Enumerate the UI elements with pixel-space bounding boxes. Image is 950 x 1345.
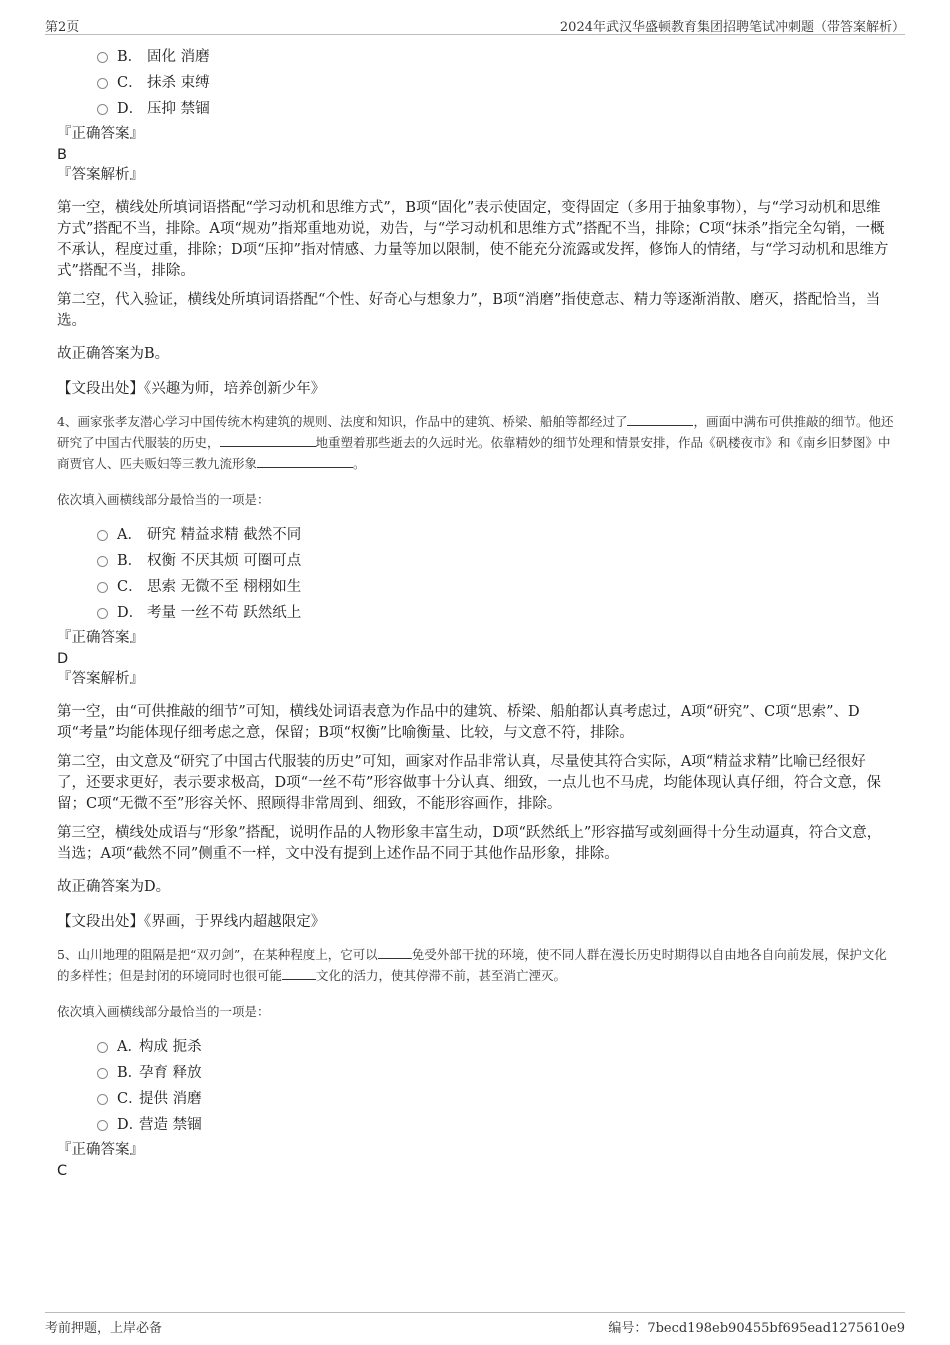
blank-line [282,966,316,980]
blank-line [627,412,693,426]
option-d[interactable] [97,1110,897,1136]
option-key: A． [117,1038,142,1055]
answer-value: B [57,147,67,163]
analysis-paragraph: 第二空，代入验证，横线处所填词语搭配“个性、好奇心与想象力”，B项“消磨”指使意志、精力等逐渐消散、磨灭，搭配恰当，当选。 [57,292,881,329]
answer-label: 『正确答案』 [57,1142,144,1158]
option-key: B． [117,1064,143,1081]
option-key: C． [117,1090,143,1107]
option-key: B． [117,552,143,569]
option-a[interactable] [97,1032,897,1058]
option-key: A． [117,526,142,543]
option-text: 研究 精益求精 截然不同 [147,526,302,543]
question-4-text [57,411,897,474]
option-key: D． [117,100,144,117]
option-text: 抹杀 束缚 [147,74,210,91]
radio-icon[interactable] [97,530,108,541]
analysis-paragraph: 第一空，由“可供推敲的细节”可知，横线处词语表意为作品中的建筑、桥梁、船舶都认真考虑过，A项“研究”、C项“思索”、D项“考量”均能体现仔细考虑之意，保留；B项“权衡”比喻衡量、比较，与文意不符，排除。 [57,704,860,741]
q5-options [57,1032,897,1136]
answer-label: 『正确答案』 [57,630,144,646]
radio-icon[interactable] [97,1068,108,1079]
radio-icon[interactable] [97,582,108,593]
option-b[interactable] [97,546,897,572]
blank-line [257,454,353,468]
question-text: 。 [353,456,366,471]
option-b[interactable] [97,42,897,68]
radio-icon[interactable] [97,104,108,115]
answer-value: C [57,1163,68,1179]
option-key: C． [117,578,143,595]
option-text: 压抑 禁锢 [147,100,210,117]
option-text: 孕育 释放 [139,1064,202,1081]
option-key: C． [117,74,143,91]
analysis-paragraph: 第一空，横线处所填词语搭配“学习动机和思维方式”，B项“固化”表示使固定，变得固定（多用于抽象事物），与“学习动机和思维方式”搭配不当，排除。A项“规劝”指郑重地劝说，劝告，与“学习动机和思维方式”搭配不当，排除；C项“抹杀”指完全勾销，一概不承认，程度过重，排除；D项“压抑”指对情感、力量等加以限制，使不能充分流露或发挥，修饰人的情绪，与“学习动机和思维方式”搭配不当，排除。 [57,200,889,279]
question-5-text [57,944,897,986]
footer-slogan: 考前押题，上岸必备 [45,1321,163,1336]
question-text: 文化的活力，使其停滞不前，甚至消亡湮灭。 [316,968,567,983]
document-body [57,42,897,1181]
option-d[interactable] [97,94,897,120]
option-c[interactable] [97,1084,897,1110]
analysis-label: 『答案解析』 [57,671,144,687]
option-text: 固化 消磨 [147,48,210,65]
q4-options [57,520,897,624]
document-title: 2024年武汉华盛顿教育集团招聘笔试冲刺题（带答案解析） [559,20,905,35]
radio-icon[interactable] [97,52,108,63]
question-prompt: 依次填入画横线部分最恰当的一项是： [57,1004,270,1019]
answer-value: D [57,651,69,667]
radio-icon[interactable] [97,556,108,567]
question-text: ，画面中满布可供推敲的细节。他还研究了中国古代服装的历史， [57,414,894,450]
option-text: 营造 禁锢 [139,1116,202,1133]
option-text: 提供 消磨 [139,1090,202,1107]
document-id: 编号：7becd198eb90455bf695ead1275610e9 [608,1321,905,1336]
page-footer [45,1312,905,1339]
page-number: 第2页 [45,20,80,35]
analysis-conclusion: 故正确答案为B。 [57,346,170,362]
option-key: D． [117,1116,144,1133]
question-text: 4、画家张孝友潜心学习中国传统木构建筑的规则、法度和知识，作品中的建筑、桥梁、船舶等都经过了 [57,414,628,429]
option-key: D． [117,604,144,621]
option-d[interactable] [97,598,897,624]
option-key: B． [117,48,143,65]
question-text: 地重塑着那些逝去的久远时光。依靠精妙的细节处理和情景安排，作品《矾楼夜市》和《南乡旧梦图》中商贾官人、匹夫贩妇等三教九流形象 [57,435,891,471]
blank-line [220,433,316,447]
analysis-paragraph: 第三空，横线处成语与“形象”搭配，说明作品的人物形象丰富生动，D项“跃然纸上”形容描写或刻画得十分生动逼真，符合文意，当选；A项“截然不同”侧重不一样，文中没有提到上述作品不同于其他作品形象，排除。 [57,825,882,862]
analysis-label: 『答案解析』 [57,167,144,183]
answer-label: 『正确答案』 [57,126,144,142]
option-text: 权衡 不厌其烦 可圈可点 [147,552,302,569]
analysis-conclusion: 故正确答案为D。 [57,879,171,895]
question-prompt: 依次填入画横线部分最恰当的一项是： [57,492,270,507]
radio-icon[interactable] [97,1094,108,1105]
option-text: 思索 无微不至 栩栩如生 [147,578,302,595]
radio-icon[interactable] [97,608,108,619]
radio-icon[interactable] [97,1120,108,1131]
blank-line [378,945,412,959]
question-text: 免受外部干扰的环境，使不同人群在漫长历史时期得以自由地各自向前发展，保护文化的多样性；但是封闭的环境同时也很可能 [57,947,887,983]
source-citation: 【文段出处】《兴趣为师，培养创新少年》 [57,381,326,397]
option-text: 考量 一丝不苟 跃然纸上 [147,604,302,621]
option-b[interactable] [97,1058,897,1084]
q3-options [57,42,897,120]
source-citation: 【文段出处】《界画，于界线内超越限定》 [57,914,326,930]
option-c[interactable] [97,68,897,94]
analysis-paragraph: 第二空，由文意及“研究了中国古代服装的历史”可知，画家对作品非常认真，尽量使其符合实际，A项“精益求精”比喻已经很好了，还要求更好，表示要求极高，D项“一丝不苟”形容做事十分认真、细致，一点儿也不马虎，均能体现认真仔细，符合文意，保留；C项“无微不至”形容关怀、照顾得非常周到、细致，不能形容画作，排除。 [57,754,881,812]
question-text: 5、山川地理的阻隔是把“双刃剑”，在某种程度上，它可以 [57,947,378,962]
option-a[interactable] [97,520,897,546]
option-text: 构成 扼杀 [139,1038,202,1055]
page-header [45,14,905,35]
radio-icon[interactable] [97,78,108,89]
radio-icon[interactable] [97,1042,108,1053]
option-c[interactable] [97,572,897,598]
